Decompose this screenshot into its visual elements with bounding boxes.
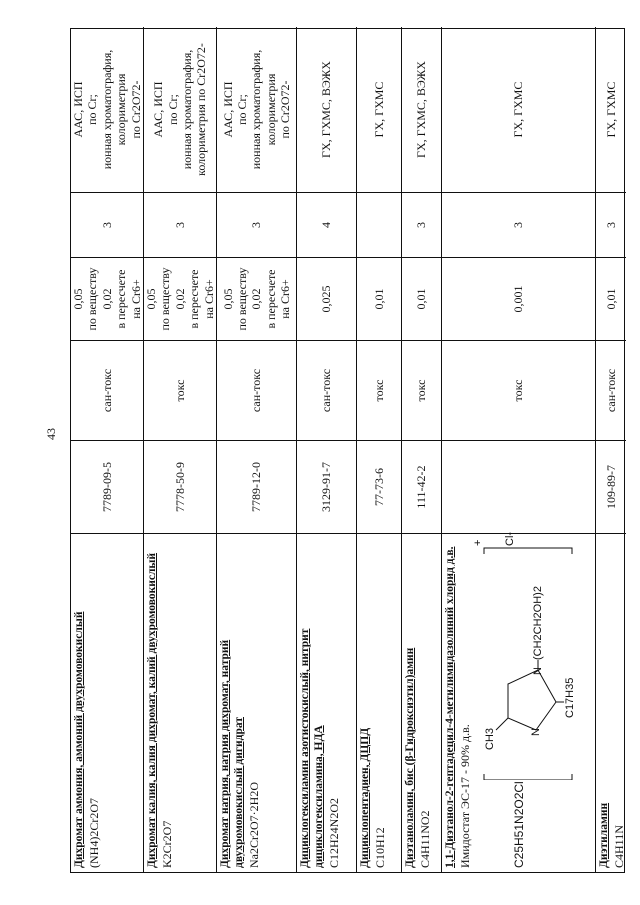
substance-extra: Имидостат ЭС-17 - 90% д.в. xyxy=(457,724,472,868)
substance-name: Дихромат аммония, аммоний двухромовокислый xyxy=(73,611,85,868)
table-row xyxy=(71,27,143,872)
ch3-label: CH3 xyxy=(484,727,497,750)
charge-label: + xyxy=(472,539,485,546)
method-line: ААС, ИСП xyxy=(220,81,235,138)
concentration-line: 0,02 xyxy=(172,288,187,310)
substance-formula: C4H11N xyxy=(611,825,626,868)
concentration-cell xyxy=(144,258,216,341)
cas-number: 111-42-2 xyxy=(402,441,441,534)
structure-block xyxy=(472,531,578,868)
substance-formula: C10H12 xyxy=(372,827,387,868)
page-number: 43 xyxy=(44,428,58,440)
substance-name-cell xyxy=(144,534,216,872)
methods-cell xyxy=(144,27,216,193)
method-line: ионная хроматография, xyxy=(99,49,114,170)
concentration-line: на Cr6+ xyxy=(128,279,143,319)
hazard-number xyxy=(357,193,401,258)
methods-value: ГХ, ГХМС xyxy=(442,27,595,193)
concentration-line: 0,02 xyxy=(249,288,264,310)
hazard-number: 3 xyxy=(144,193,216,258)
hazard-class: токс xyxy=(357,341,401,441)
concentration-value: 0,01 xyxy=(357,258,401,341)
methods-cell xyxy=(71,27,143,193)
table-row xyxy=(356,27,401,872)
substituent-label: (CH2CH2OH)2 xyxy=(532,586,545,660)
substance-name-cell xyxy=(442,531,595,872)
hazard-class: токс xyxy=(442,341,595,441)
concentration-line: на Cr6+ xyxy=(201,279,216,319)
method-line: ионная хроматография, xyxy=(249,49,264,170)
concentration-line: по веществу xyxy=(234,267,249,331)
method-line: по Cr; xyxy=(165,94,180,125)
hazard-class: токс xyxy=(402,341,441,441)
concentration-value: 0,01 xyxy=(402,258,441,341)
substance-name: Дихромат калия, калия дихромат, калий двухромовокислый xyxy=(146,552,158,868)
method-line: ионная хроматография, xyxy=(180,49,194,170)
substance-name-cell xyxy=(71,534,143,872)
concentration-value: 0,01 xyxy=(596,258,626,341)
substance-name-cell xyxy=(402,534,441,872)
substance-name-cell xyxy=(297,534,356,872)
table-row xyxy=(143,27,216,872)
table-row xyxy=(401,27,441,872)
data-table xyxy=(70,28,625,873)
method-line: по Cr2O72- xyxy=(278,80,293,139)
substance-formula: Na2Cr2O7·2H2O xyxy=(246,782,261,868)
substance-name: Дициклогексиламин азотистокислый, нитрит дициклогексиламина, НДА xyxy=(299,628,325,868)
table-row xyxy=(595,27,626,872)
substance-name-cell xyxy=(357,534,401,872)
concentration-value: 0,001 xyxy=(442,258,595,341)
method-line: по Cr2O72- xyxy=(128,80,143,139)
concentration-cell xyxy=(217,258,296,341)
method-line: колориметрия xyxy=(114,73,129,146)
cas-number: 3129-91-7 xyxy=(297,441,356,534)
methods-cell xyxy=(217,27,296,193)
methods-value: ГХ, ГХМС xyxy=(596,27,626,193)
substance-name: Диэтаноламин, бис (β-Гидроксиэтил)амин xyxy=(404,647,416,868)
method-line: колориметрия xyxy=(263,73,278,146)
concentration-line: по веществу xyxy=(85,267,100,331)
concentration-line: 0,05 xyxy=(71,288,86,310)
concentration-line: 0,05 xyxy=(220,288,235,310)
hazard-class: токс xyxy=(144,341,216,441)
ring-nitrogen-top: N xyxy=(532,667,545,675)
method-line: ААС, ИСП xyxy=(71,81,86,138)
table-row xyxy=(216,27,296,872)
hazard-class: сан-токс xyxy=(297,341,356,441)
hazard-number: 3 xyxy=(217,193,296,258)
concentration-line: по веществу xyxy=(158,267,173,331)
substance-formula: C4H11NO2 xyxy=(417,810,432,868)
table-row xyxy=(441,27,595,872)
substance-formula: C25H51N2O2Cl xyxy=(512,781,527,868)
ring-nitrogen-bottom: N xyxy=(530,728,543,736)
cas-number: 109-89-7 xyxy=(596,441,626,534)
concentration-line: 0,05 xyxy=(144,288,159,310)
concentration-line: 0,02 xyxy=(99,288,114,310)
substance-name: 1,1-Диэтанол-2-гептадецил-4-метилимидазолиний хлорид д.в. xyxy=(444,546,456,868)
hazard-number: 4 xyxy=(297,193,356,258)
substance-name: Дихромат натрия, натрия дихромат, натрий двухромовокислый дигидрат xyxy=(219,639,245,868)
method-line: по Cr; xyxy=(234,94,249,125)
substance-name: Дициклопентадиен, ДЦПД xyxy=(359,727,371,868)
substance-formula: (NH4)2Cr2O7 xyxy=(86,798,101,868)
concentration-line: в пересчете xyxy=(114,269,129,329)
cas-number: 7789-09-5 xyxy=(71,441,143,534)
concentration-value: 0,025 xyxy=(297,258,356,341)
methods-value: ГХ, ГХМС, ВЭЖХ xyxy=(402,27,441,193)
methods-value: ГХ, ГХМС, ВЭЖХ xyxy=(297,27,356,193)
hazard-number: 3 xyxy=(402,193,441,258)
hazard-number: 3 xyxy=(71,193,143,258)
cas-number: 7789-12-0 xyxy=(217,441,296,534)
concentration-cell xyxy=(71,258,143,341)
table-row xyxy=(296,27,356,872)
substance-name: Диэтиламин xyxy=(598,802,610,868)
hazard-class: сан-токс xyxy=(217,341,296,441)
hazard-number: 3 xyxy=(442,193,595,258)
cas-number: 7778-50-9 xyxy=(144,441,216,534)
methods-value: ГХ, ГХМС xyxy=(357,27,401,193)
method-line: колориметрия по Cr2O72- xyxy=(194,43,209,176)
hazard-class: сан-токс xyxy=(596,341,626,441)
hazard-class: сан-токс xyxy=(71,341,143,441)
hazard-number: 3 xyxy=(596,193,626,258)
chain-label: C17H35 xyxy=(564,677,577,718)
concentration-line: в пересчете xyxy=(263,269,278,329)
concentration-line: в пересчете xyxy=(187,269,202,329)
cas-number xyxy=(442,441,595,534)
substance-formula: C12H24N2O2 xyxy=(326,797,341,868)
substance-formula: K2Cr2O7 xyxy=(159,820,174,868)
anion-label: Cl- xyxy=(504,531,517,546)
concentration-line: на Cr6+ xyxy=(278,279,293,319)
substance-name-cell xyxy=(596,534,626,872)
cas-number: 77-73-6 xyxy=(357,441,401,534)
method-line: по Cr; xyxy=(85,94,100,125)
substance-name-cell xyxy=(217,534,296,872)
method-line: ААС, ИСП xyxy=(151,81,166,138)
